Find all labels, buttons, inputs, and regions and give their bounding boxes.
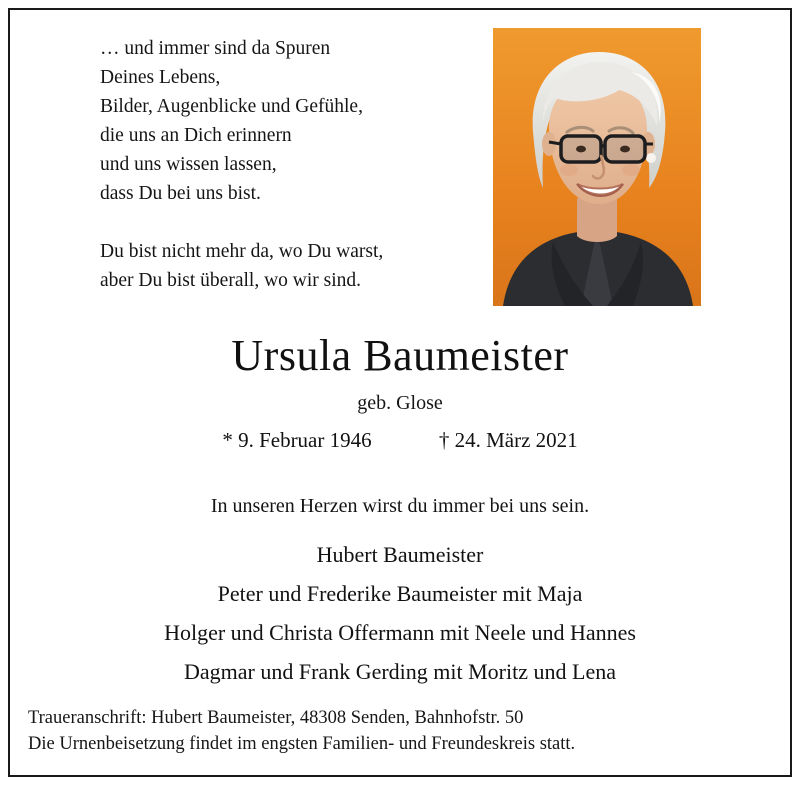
poem-line: … und immer sind da Spuren bbox=[100, 38, 331, 59]
portrait-photo bbox=[493, 28, 701, 306]
memorial-motto: In unseren Herzen wirst du immer bei uns sein. bbox=[210, 495, 590, 517]
poem-line: Bilder, Augenblicke und Gefühle, bbox=[100, 96, 363, 117]
card-content bbox=[10, 10, 790, 775]
life-dates bbox=[10, 428, 790, 453]
mourners-list bbox=[10, 535, 790, 691]
footer-note bbox=[28, 705, 772, 757]
poem-line: und uns wissen lassen, bbox=[100, 154, 277, 175]
mourner-line: Dagmar und Frank Gerding mit Moritz und Lena bbox=[184, 659, 616, 684]
poem-line: aber Du bist überall, wo wir sind. bbox=[100, 270, 362, 291]
poem-line: Du bist nicht mehr da, wo Du warst, bbox=[100, 241, 384, 262]
birth-date: * 9. Februar 1946 bbox=[222, 428, 372, 452]
death-date: † 24. März 2021 bbox=[438, 428, 578, 452]
mourner-line: Peter und Frederike Baumeister mit Maja bbox=[217, 581, 583, 606]
top-section bbox=[10, 10, 790, 310]
burial-note: Die Urnenbeisetzung findet im engsten Familien- und Freundeskreis statt. bbox=[28, 734, 576, 754]
poem-line: Deines Lebens, bbox=[100, 67, 221, 88]
poem-line: dass Du bei uns bist. bbox=[100, 183, 261, 204]
mourner-line: Hubert Baumeister bbox=[316, 542, 484, 567]
stanza-spacer bbox=[100, 208, 480, 237]
poem-block bbox=[100, 34, 480, 295]
deceased-name: Ursula Baumeister bbox=[231, 331, 569, 380]
condolence-address: Traueranschrift: Hubert Baumeister, 48308 Senden, Bahnhofstr. 50 bbox=[28, 708, 524, 728]
mourner-line: Holger und Christa Offermann mit Neele und Hannes bbox=[164, 620, 636, 645]
poem-line: die uns an Dich erinnern bbox=[100, 125, 292, 146]
portrait-image bbox=[493, 28, 701, 306]
maiden-name: geb. Glose bbox=[357, 392, 443, 414]
